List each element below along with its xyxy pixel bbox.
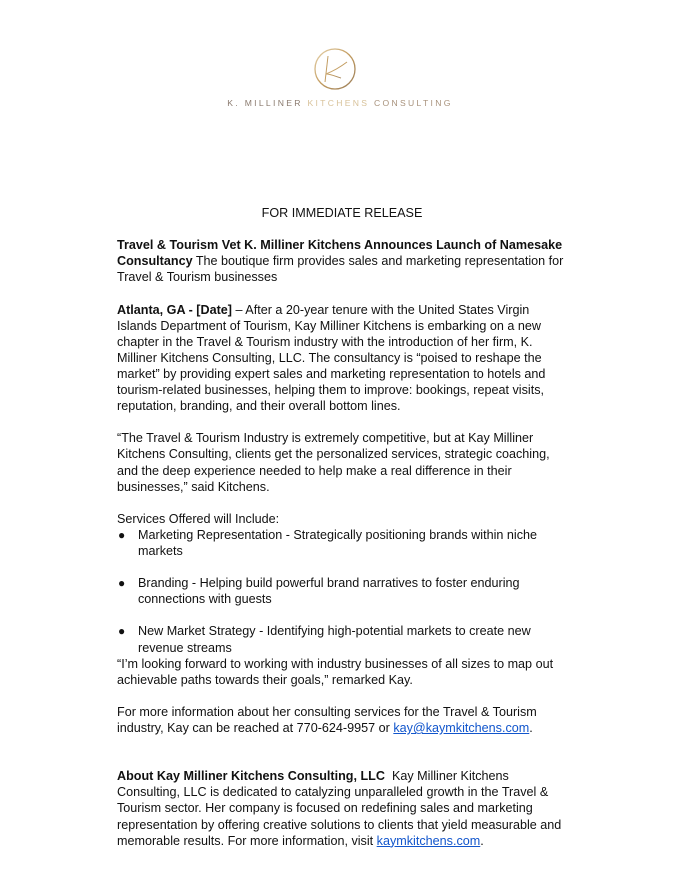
- headline-subtitle: The boutique firm provides sales and marketing representation for Travel & Tourism businesses: [117, 254, 564, 285]
- bullet-icon: ●: [118, 527, 126, 542]
- contact-end: .: [529, 721, 533, 735]
- release-label: FOR IMMEDIATE RELEASE: [261, 206, 423, 220]
- services-heading: Services Offered will Include:: [117, 511, 280, 526]
- brand-text-part1: K. MILLINER: [227, 98, 308, 108]
- about-end: .: [480, 833, 484, 848]
- about-paragraph: [117, 768, 567, 848]
- service-text: New Market Strategy - Identifying high-potential markets to create new revenue streams: [138, 624, 531, 655]
- contact-text: For more information about her consulting services for the Travel & Tourism industry, Kay can be reached at 770-624-9957 or: [117, 704, 537, 735]
- quote-paragraph-1: “The Travel & Tourism Industry is extremely competitive, but at Kay Milliner Kitchens Consulting, clients get the personalized services, strategic coaching, and the deep experience needed to help make a real difference in their businesses,” said Kitchens.: [117, 431, 550, 494]
- brand-wordmark: [0, 98, 680, 108]
- intro-text: – After a 20-year tenure with the United States Virgin Islands Department of Tourism, Kay Milliner Kitchens is embarking on a new chapter in the Travel & Tourism industry with the introduction of her firm, K. Milliner Kitchens Consulting, LLC. The consultancy is “poised to reshape the market” by providing expert sales and marketing representation to hotels and tourism-related businesses, helping them to improve: bookings, repeat visits, reputation, branding, and their overall bottom lines.: [117, 302, 546, 414]
- dateline: Atlanta, GA - [Date]: [117, 302, 232, 317]
- brand-text-part2: KITCHENS: [307, 98, 374, 108]
- email-link[interactable]: kay@kaymkitchens.com: [393, 721, 530, 735]
- list-item: [117, 575, 567, 607]
- brand-text-part3: CONSULTING: [373, 98, 453, 108]
- headline-title: Travel & Tourism Vet K. Milliner Kitchens Announces Launch of Namesake Consultancy: [117, 238, 563, 269]
- services-list: [117, 527, 567, 656]
- bullet-icon: ●: [118, 576, 126, 591]
- list-item: [117, 623, 567, 655]
- k-monogram-circle-icon: [311, 44, 359, 92]
- service-text: Branding - Helping build powerful brand narratives to foster enduring connections with guests: [138, 576, 520, 607]
- headline: [117, 237, 567, 285]
- website-link[interactable]: kaymkitchens.com: [376, 833, 481, 848]
- quote-paragraph-2: “I’m looking forward to working with industry businesses of all sizes to map out achievable paths towards their goals,” remarked Kay.: [117, 656, 554, 687]
- list-item: [117, 527, 567, 559]
- about-heading: About Kay Milliner Kitchens Consulting, LLC: [117, 769, 385, 784]
- contact-paragraph: [117, 704, 567, 736]
- service-text: Marketing Representation - Strategically positioning brands within niche markets: [138, 527, 538, 558]
- about-text: Kay Milliner Kitchens Consulting, LLC is dedicated to catalyzing unparalleled growth in the Travel & Tourism sector. Her company is focused on redefining sales and marketing representation by offering creative solutions to clients that yield measurable and memorable results. For more information, visit: [117, 769, 565, 848]
- document-body: [117, 205, 567, 849]
- bullet-icon: ●: [118, 624, 126, 639]
- intro-paragraph: [117, 302, 567, 415]
